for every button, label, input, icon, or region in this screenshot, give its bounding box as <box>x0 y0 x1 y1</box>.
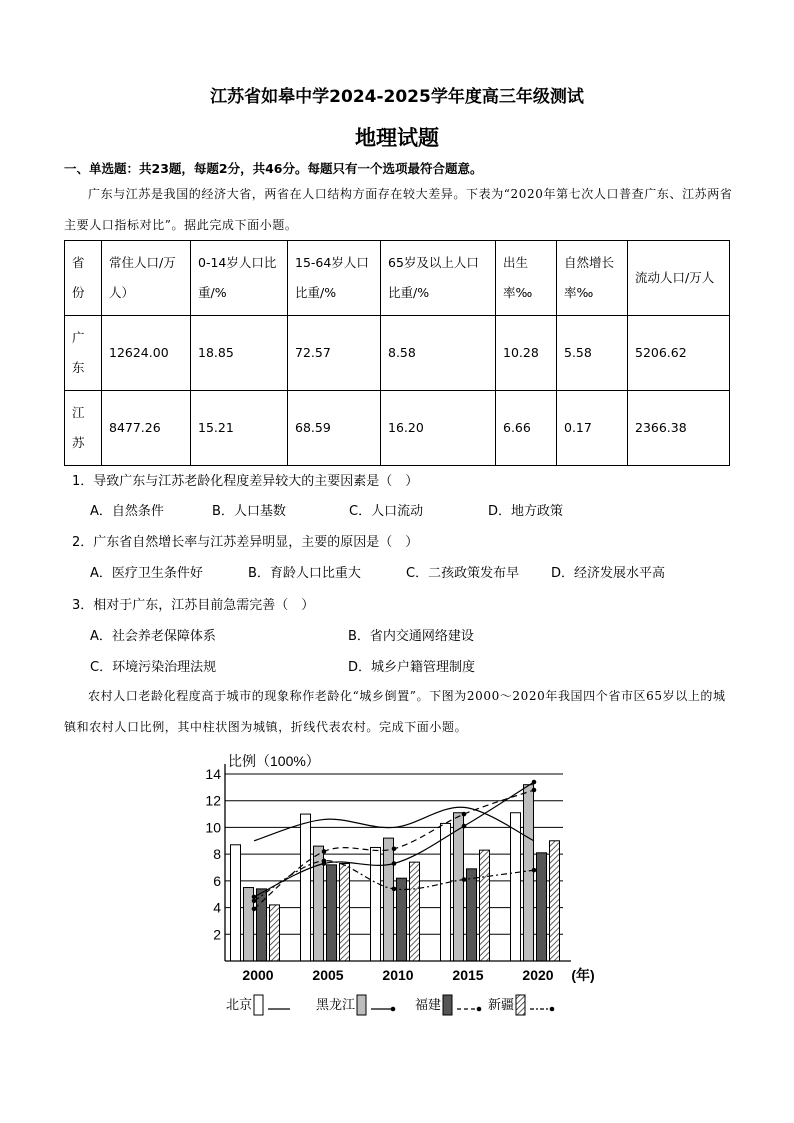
x-tick-label: 2015 <box>452 967 484 983</box>
bar-北京-2015 <box>441 823 451 961</box>
question-1-option-b: B．人口基数 <box>212 504 286 519</box>
point-福建 <box>322 849 327 854</box>
table-header-cell: 自然增长率‰ <box>557 241 628 316</box>
point-新疆 <box>462 877 467 882</box>
point-黑龙江 <box>392 861 397 866</box>
table-cell: 8.58 <box>381 316 496 391</box>
question-1-option-c: C．人口流动 <box>349 504 424 519</box>
question-3-option-a: A．社会养老保障体系 <box>90 629 216 644</box>
bar-黑龙江-2010 <box>384 838 394 961</box>
bar-黑龙江-2000 <box>244 888 254 961</box>
population-table <box>64 240 730 466</box>
table-row <box>65 391 730 466</box>
question-3-option-c: C．环境污染治理法规 <box>90 660 217 675</box>
question-3-option-d: D．城乡户籍管理制度 <box>348 660 476 675</box>
intro-paragraph-2: 农村人口老龄化程度高于城市的现象称作老龄化“城乡倒置”。下图为2000～2020年我国四个省市区65岁以上的城镇和农村人口比例，其中柱状图为城镇，折线代表农村。完成下面小题。 <box>64 689 726 734</box>
bar-福建-2005 <box>327 865 337 961</box>
legend-swatch-北京 <box>254 995 263 1015</box>
y-tick-label: 12 <box>205 792 221 809</box>
x-tick-label: 2010 <box>382 967 414 983</box>
legend-label-新疆: 新疆 <box>488 997 515 1012</box>
intro-paragraph-1: 广东与江苏是我国的经济大省，两省在人口结构方面存在较大差异。下表为“2020年第七次人口普查广东、江苏两省主要人口指标对比”。据此完成下面小题。 <box>64 187 733 232</box>
point-福建 <box>462 812 467 817</box>
question-1-stem: 1．导致广东与江苏老龄化程度差异较大的主要因素是（ ） <box>72 474 419 489</box>
bar-新疆-2010 <box>410 862 420 961</box>
legend-label-黑龙江: 黑龙江 <box>316 997 356 1012</box>
x-axis-label: (年) <box>571 967 595 983</box>
y-tick-label: 4 <box>213 899 221 916</box>
point-新疆 <box>322 859 327 864</box>
y-tick-label: 6 <box>213 872 221 889</box>
bar-北京-2000 <box>231 845 241 961</box>
point-福建 <box>392 847 397 852</box>
bar-新疆-2015 <box>480 850 490 961</box>
question-2-option-b: B．育龄人口比重大 <box>248 566 361 581</box>
point-福建 <box>532 788 537 793</box>
question-1-option-a: A．自然条件 <box>90 504 164 519</box>
bar-新疆-2000 <box>270 905 280 961</box>
question-2-option-d: D．经济发展水平高 <box>551 566 666 581</box>
bar-福建-2000 <box>257 889 267 961</box>
table-cell: 0.17 <box>557 391 628 466</box>
table-cell: 10.28 <box>496 316 557 391</box>
question-1-option-d: D．地方政策 <box>488 504 564 519</box>
point-新疆 <box>252 899 257 904</box>
table-row <box>65 316 730 391</box>
table-cell: 15.21 <box>191 391 288 466</box>
bar-福建-2020 <box>537 853 547 961</box>
table-header-cell: 65岁及以上人口比重/% <box>381 241 496 316</box>
point-新疆 <box>532 868 537 873</box>
table-cell: 8477.26 <box>102 391 191 466</box>
section-heading: 一、单选题：共23题，每题2分，共46分。每题只有一个选项最符合题意。 <box>64 161 483 176</box>
legend-label-北京: 北京 <box>226 997 253 1012</box>
bar-北京-2010 <box>371 847 381 961</box>
table-cell: 18.85 <box>191 316 288 391</box>
legend-dot-黑龙江 <box>391 1007 396 1012</box>
table-cell: 6.66 <box>496 391 557 466</box>
table-header-cell: 15-64岁人口比重/% <box>288 241 381 316</box>
line-北京 <box>254 807 534 841</box>
table-header-cell: 0-14岁人口比重/% <box>191 241 288 316</box>
legend-dot-福建 <box>477 1007 482 1012</box>
bar-新疆-2020 <box>550 841 560 961</box>
table-cell: 16.20 <box>381 391 496 466</box>
legend-swatch-新疆 <box>516 995 525 1015</box>
bar-北京-2020 <box>511 813 521 961</box>
legend-label-福建: 福建 <box>415 997 442 1012</box>
table-cell: 广东 <box>65 316 102 391</box>
y-axis-label: 比例（100%） <box>228 753 320 769</box>
legend-dot-新疆 <box>550 1007 555 1012</box>
question-2-option-c: C．二孩政策发布早 <box>406 566 520 581</box>
y-tick-label: 14 <box>205 766 221 782</box>
point-黑龙江 <box>252 895 257 900</box>
page-title: 江苏省如皋中学2024-2025学年度高三年级测试 <box>210 87 584 107</box>
question-2-stem: 2．广东省自然增长率与江苏差异明显，主要的原因是（ ） <box>72 535 419 550</box>
question-2-option-a: A．医疗卫生条件好 <box>90 566 203 581</box>
point-黑龙江 <box>532 780 537 785</box>
point-新疆 <box>392 887 397 892</box>
table-cell: 5.58 <box>557 316 628 391</box>
point-黑龙江 <box>462 824 467 829</box>
table-header-cell: 流动人口/万人 <box>628 241 730 316</box>
table-cell: 68.59 <box>288 391 381 466</box>
question-3-stem: 3．相对于广东，江苏目前急需完善（ ） <box>72 598 315 613</box>
bar-新疆-2005 <box>340 863 350 961</box>
y-tick-label: 2 <box>213 926 221 943</box>
aging-ratio-chart <box>0 745 794 1045</box>
table-cell: 江苏 <box>65 391 102 466</box>
bar-福建-2010 <box>397 878 407 961</box>
bar-北京-2005 <box>301 814 311 961</box>
x-tick-label: 2000 <box>242 967 274 983</box>
legend-swatch-福建 <box>443 995 452 1015</box>
page-subtitle: 地理试题 <box>355 126 439 150</box>
table-header-row <box>65 241 730 316</box>
y-tick-label: 8 <box>213 846 221 863</box>
question-3-option-b: B．省内交通网络建设 <box>348 629 474 644</box>
bar-黑龙江-2020 <box>524 785 534 961</box>
table-cell: 72.57 <box>288 316 381 391</box>
point-福建 <box>252 907 257 912</box>
legend-swatch-黑龙江 <box>357 995 366 1015</box>
table-cell: 5206.62 <box>628 316 730 391</box>
table-cell: 2366.38 <box>628 391 730 466</box>
table-cell: 12624.00 <box>102 316 191 391</box>
bar-福建-2015 <box>467 869 477 961</box>
x-tick-label: 2005 <box>312 967 344 983</box>
y-tick-label: 10 <box>205 819 221 836</box>
x-tick-label: 2020 <box>522 967 554 983</box>
table-header-cell: 出生率‰ <box>496 241 557 316</box>
table-header-cell: 省份 <box>65 241 102 316</box>
bar-黑龙江-2015 <box>454 813 464 961</box>
table-header-cell: 常住人口/万人） <box>102 241 191 316</box>
